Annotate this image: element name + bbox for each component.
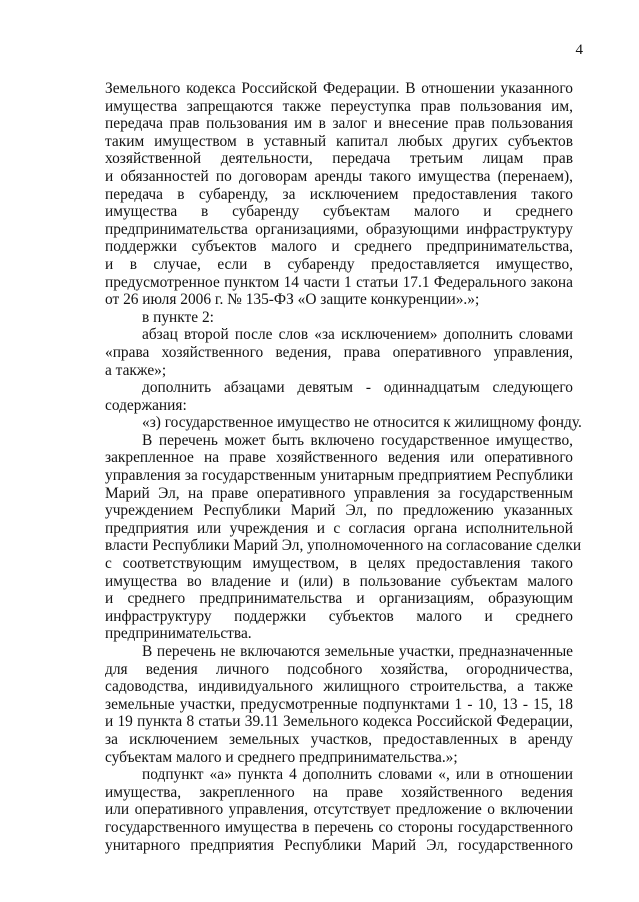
text-line: передача в субаренду, за исключением предоставления такого <box>105 185 573 203</box>
paragraph-continuation <box>105 80 573 309</box>
text-line: и обязанностей по договорам аренды такого имущества (перенаем), <box>105 167 573 185</box>
text-line: с соответствующим имуществом, в целях предоставления такого <box>105 555 573 573</box>
text-line: абзац второй после слов «за исключением» дополнить словами <box>142 326 573 344</box>
document-body <box>105 80 582 854</box>
text-line: содержания: <box>105 396 187 414</box>
paragraph-exclusion <box>105 643 573 766</box>
text-line: В перечень не включаются земельные участки, предназначенные <box>142 643 573 660</box>
text-line: хозяйственной деятельности, передача третьим лицам прав <box>105 150 573 168</box>
text-line: и 19 пункта 8 статьи 39.11 Земельного кодекса Российской Федерации, <box>105 713 573 731</box>
text-line: предпринимательства. <box>105 625 252 643</box>
text-line: земельные участки, предусмотренные подпунктами 1 - 10, 13 - 15, 18 <box>105 695 573 713</box>
text-line: имущества запрещаются также переуступка прав пользования им, <box>105 97 573 115</box>
text-line: предприятия или учреждения и с согласия органа исполнительной <box>105 519 573 537</box>
text-line: садоводства, индивидуального жилищного строительства, а также <box>105 678 573 696</box>
text-line: государственного имущества в перечень со стороны государственного <box>105 818 573 836</box>
text-line: и в случае, если в субаренду предоставляется имущество, <box>105 255 573 273</box>
text-line: таким имуществом в уставный капитал любых других субъектов <box>105 132 573 150</box>
text-line: или оперативного управления, отсутствует предложение о включении <box>105 801 573 819</box>
page-number: 4 <box>575 42 583 58</box>
text-line: власти Республики Марий Эл, уполномоченного на согласование сделки <box>105 537 582 555</box>
text-line: подпункт «а» пункта 4 дополнить словами «, или в отношении <box>142 766 573 784</box>
paragraph-inclusion <box>105 431 582 643</box>
text-line: в пункте 2: <box>142 308 214 326</box>
text-line: имущества во владение и (или) в пользование субъектам малого <box>105 572 573 590</box>
text-line: предпринимательства организациями, образующими инфраструктуру <box>105 220 573 238</box>
text-line: Земельного кодекса Российской Федерации. В отношении указанного <box>105 80 573 97</box>
paragraph-amend-second-abzac <box>105 326 573 379</box>
text-line: передача прав пользования им в залог и внесение прав пользования <box>105 115 573 133</box>
text-line: имущества, закрепленного на праве хозяйственного ведения <box>105 783 573 801</box>
paragraph-subpoint-a <box>105 766 573 854</box>
text-line: дополнить абзацами девятым - одиннадцатым следующего <box>142 379 573 397</box>
text-line: поддержки субъектов малого и среднего предпринимательства, <box>105 238 573 256</box>
text-line: унитарного предприятия Республики Марий Эл, государственного <box>105 836 573 854</box>
paragraph-add-abzacs <box>105 379 573 414</box>
text-line: предусмотренное пунктом 14 части 1 статьи 17.1 Федерального закона <box>105 273 573 291</box>
paragraph-subpoint-z <box>105 414 582 432</box>
text-line: В перечень может быть включено государственное имущество, <box>142 431 573 449</box>
text-line: учреждением Республики Марий Эл, по предложению указанных <box>105 502 573 520</box>
text-line: а также»; <box>105 361 167 379</box>
text-line: для ведения личного подсобного хозяйства, огородничества, <box>105 660 573 678</box>
text-line: «права хозяйственного ведения, права оперативного управления, <box>105 343 573 361</box>
text-line: от 26 июля 2006 г. № 135-ФЗ «О защите конкуренции».»; <box>105 291 480 309</box>
paragraph-point-2 <box>105 309 573 327</box>
text-line: субъектам малого и среднего предпринимательства.»; <box>105 748 458 766</box>
text-line: за исключением земельных участков, предоставленных в аренду <box>105 730 573 748</box>
text-line: закрепленное на праве хозяйственного ведения или оперативного <box>105 449 573 467</box>
text-line: «з) государственное имущество не относится к жилищному фонду. <box>142 414 582 432</box>
text-line: инфраструктуру поддержки субъектов малого и среднего <box>105 607 573 625</box>
text-line: управления за государственным унитарным предприятием Республики <box>105 467 573 485</box>
text-line: Марий Эл, на праве оперативного управления за государственным <box>105 484 573 502</box>
text-line: имущества в субаренду субъектам малого и среднего <box>105 203 573 221</box>
text-line: и среднего предпринимательства и организациям, образующим <box>105 590 573 608</box>
